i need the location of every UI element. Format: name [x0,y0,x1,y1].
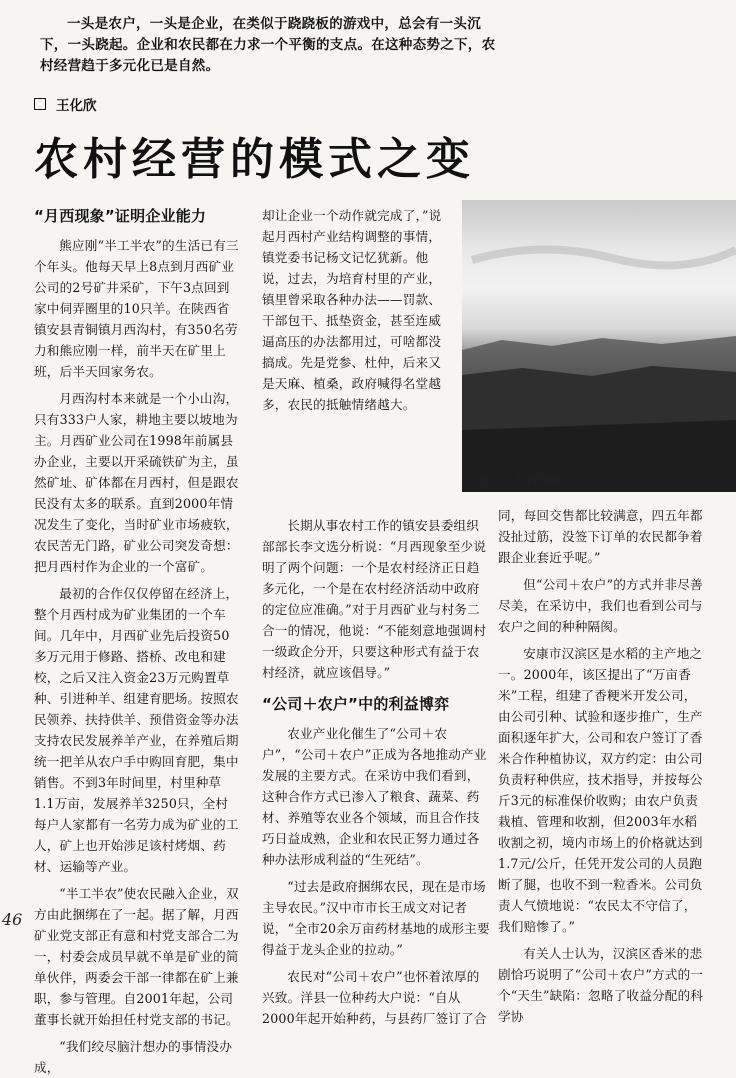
paragraph: “半工半农”使农民融入企业，双方由此捆绑在了一起。据了解，月西矿业党支部正有意和村党支部合二为一，村委会成员早就不单是矿业的简单伙伴，两委会干部一律都在矿上兼职，参与管理。自2001年起，公司董事长就开始担任村党支部的书记。 [34,886,239,1027]
paragraph: 最初的合作仅仅停留在经济上，整个月西村成为矿业集团的一个车间。几年中，月西矿业先后投资50多万元用于修路、搭桥、改电和建校，之后又注入资金23万元购置草种、引进种羊、组建育肥场。按照农民领养、扶持供羊、预借资金等办法支持农民发展养羊产业，在养殖后期统一把羊从农户手中购回育肥，集中销售。不到3年时间里，村里种草1.1万亩，发展养羊3250只，全村每户人家都有一名劳力成为矿业的工人，矿上也开始涉足该村烤烟、药材、运输等产业。 [34,586,239,874]
paragraph: “我们绞尽脑汁想办的事情没办成， [34,1039,233,1075]
paragraph: 安康市汉滨区是水稻的主产地之一。2000年，该区提出了“万亩香米”工程，组建了香粳米开发公司，由公司引种、试验和逐步推广，生产面积逐年扩大，公司和农户签订了香米合作种植协议，双方约定：由公司负责籽种供应，技术指导，并按每公斤3元的标准保价收购；由农户负责栽植、管理和收割，但2003年水稻收割之初，境内市场上的价格就达到1.7元/公斤，任凭开发公司的人员跑断了腿，也收不到一粒香米。公司负责人气愤地说：“农民太不守信了，我们赔惨了。” [498,646,703,934]
column-2-top [262,205,442,415]
paragraph: 熊应刚“半工半农”的生活已有三个年头。他每天早上8点到月西矿业公司的2号矿井采矿，下午3点回到家中伺弄圈里的10只羊。在陕西省镇安县青铜镇月西沟村，有350名劳力和熊应刚一样，前半天在矿里上班，后半天回家务农。 [34,238,239,379]
article-title: 农村经营的模式之变 [34,134,475,185]
lead-paragraph [40,14,498,77]
paragraph: 但“公司＋农户”的方式并非尽善尽美，在采访中，我们也看到公司与农户之间的种种隔阂。 [498,577,703,634]
square-bullet-icon [34,98,46,110]
paragraph: 有关人士认为，汉滨区香米的悲剧恰巧说明了“公司＋农户”方式的一个“天生”缺陷：忽略了收益分配的科学协 [498,946,704,1024]
photo-scene-icon [462,200,736,492]
page-number: 46 [2,910,23,929]
paragraph: 农业产业化催生了“公司＋农户”，“公司＋农户”正成为各地推动产业发展的主要方式。在采访中我们看到，这种合作方式已渗入了粮食、蔬菜、药材、养殖等农业各个领域，而且合作技巧日益成熟，企业和农民正努力通过各种办法形成利益的“生死结”。 [262,726,487,867]
paragraph-continued: 同，每回交售都比较满意，四五年都没扯过筋，没签下订单的农民都争着跟企业套近乎呢。” [498,508,703,565]
paragraph: 农民对“公司＋农户”也怀着浓厚的兴致。洋县一位种药大户说：“自从2000年起开始种药，与县药厂签订了合 [262,969,487,1026]
column-1 [34,205,240,1078]
section-heading-company-farmer: “公司＋农户”中的利益博弈 [262,695,450,713]
column-3 [498,505,704,1027]
section-heading-yuexi: “月西现象”证明企业能力 [34,207,207,225]
landscape-photo [462,200,736,492]
column-2-bottom [262,515,490,1029]
lead-text: 一头是农户，一头是企业，在类似于跷跷板的游戏中，总会有一头沉下，一头跷起。企业和农民都在力求一个平衡的支点。在这种态势之下，农村经营趋于多元化已是自然。 [40,16,496,74]
paragraph: 长期从事农村工作的镇安县委组织部部长李文选分析说：“月西现象至少说明了两个问题：一个是农村经济正日趋多元化，一个是在农村经济活动中政府的定位应准确。”对于月西矿业与村务二合一的情况，他说：“不能刻意地强调村一级政企分开，只要这种形式有益于农村经济，就应该倡导。” [262,518,487,680]
author-byline [34,94,97,114]
paragraph-continued: 却让企业一个动作就完成了，”说起月西村产业结构调整的事情，镇党委书记杨文记忆犹新。他说，过去，为培育村里的产业，镇里曾采取各种办法——罚款、干部包干、抵垫资金，甚至连威逼高压的办法都用过，可啥都没搞成。先是党参、杜仲，后来又是天麻、植桑，政府喊得名堂越多，农民的抵触情绪越大。 [262,208,442,412]
paragraph: 月西沟村本来就是一个小山沟，只有333户人家，耕地主要以坡地为主。月西矿业公司在1998年前属县办企业，主要以开采硫铁矿为主，虽然矿址、矿体都在月西村，但是跟农民没有太多的联系。直到2000年情况发生了变化，当时矿业市场疲软，农民苦无门路，矿业公司突发奇想：把月西村作为企业的一个富矿。 [34,391,239,574]
paragraph: “过去是政府捆绑农民，现在是市场主导农民。”汉中市市长王成文对记者说，“全市20余万亩药材基地的成形主要得益于龙头企业的拉动。” [262,879,490,957]
author-name: 王化欣 [56,98,97,114]
photo-caption: 图片：本刊图库 [480,474,561,487]
